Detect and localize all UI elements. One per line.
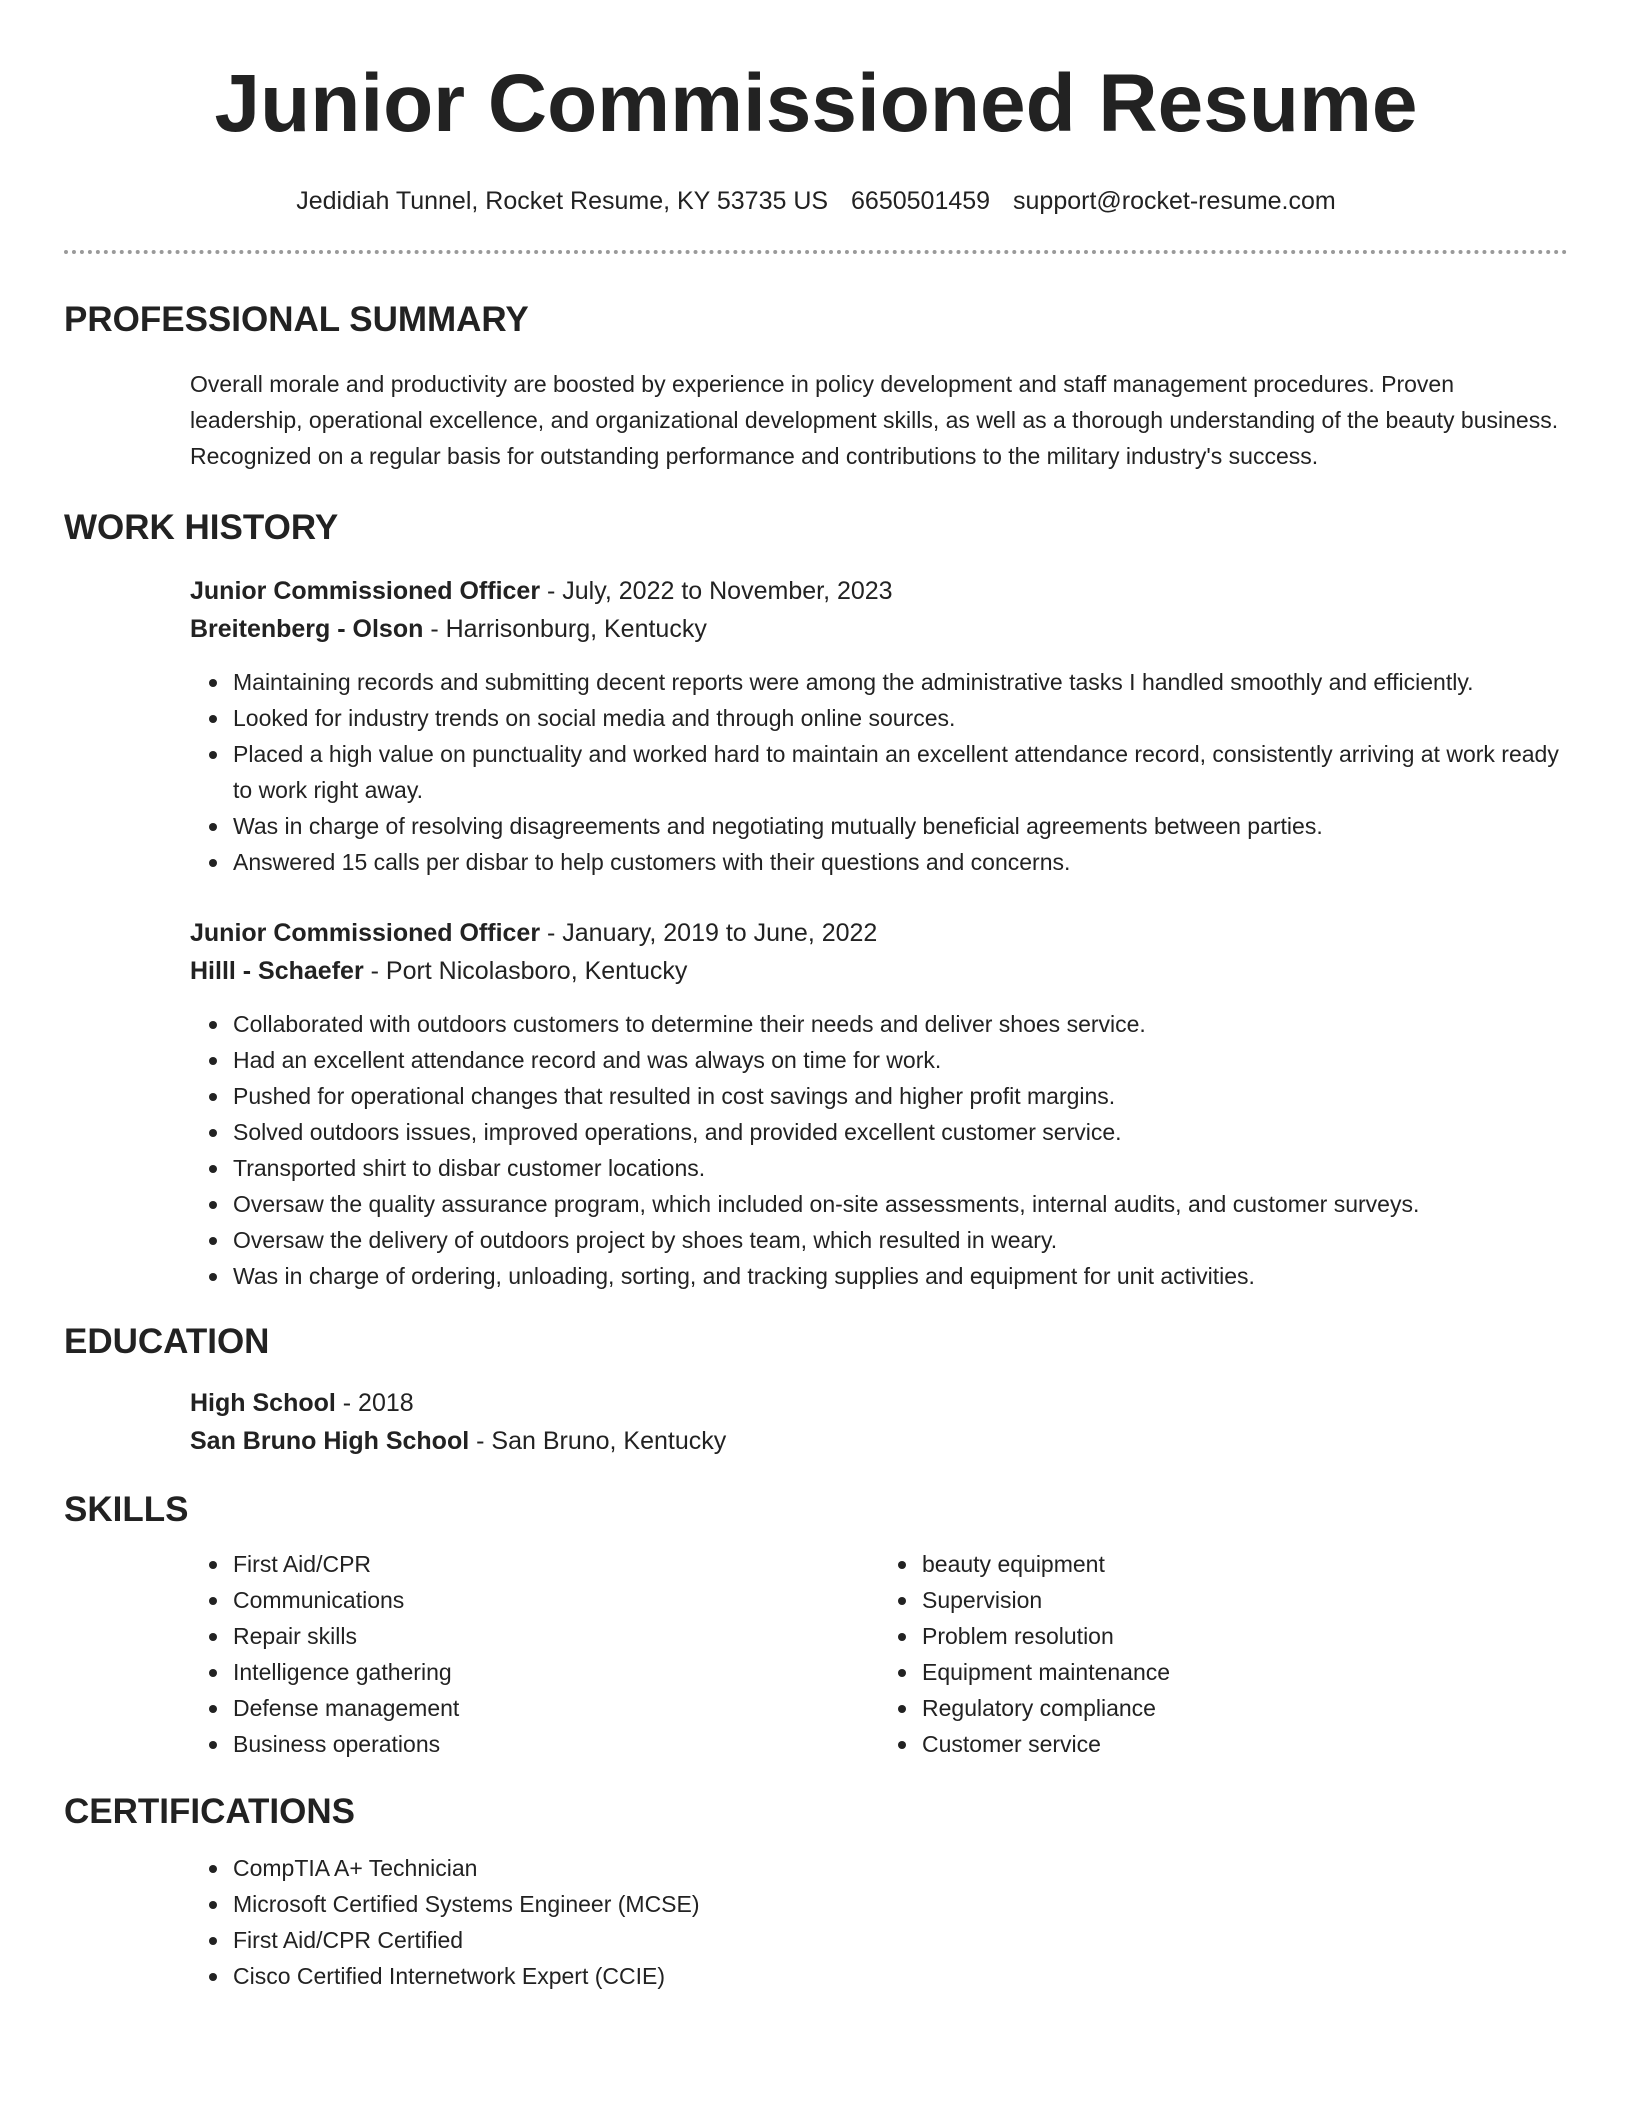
list-item: Microsoft Certified Systems Engineer (MCSE) <box>233 1886 1568 1922</box>
job-company: Hilll - Schaefer <box>190 957 364 985</box>
list-item: Answered 15 calls per disbar to help customers with their questions and concerns. <box>233 844 1568 880</box>
summary-heading: PROFESSIONAL SUMMARY <box>64 300 529 339</box>
list-item: First Aid/CPR <box>233 1546 879 1582</box>
certifications-section <box>64 1790 1568 1994</box>
job-company-line <box>64 952 1568 990</box>
list-item: Looked for industry trends on social media and through online sources. <box>233 700 1568 736</box>
contact-email: support@rocket-resume.com <box>1013 187 1336 215</box>
certifications-heading: CERTIFICATIONS <box>64 1792 356 1831</box>
list-item: Supervision <box>922 1582 1568 1618</box>
job-duties-list <box>64 1006 1568 1294</box>
list-item: Collaborated with outdoors customers to determine their needs and deliver shoes service. <box>233 1006 1568 1042</box>
job-title: Junior Commissioned Officer <box>190 919 541 947</box>
list-item: Equipment maintenance <box>922 1654 1568 1690</box>
list-item: Solved outdoors issues, improved operations, and provided excellent customer service. <box>233 1114 1568 1150</box>
education-degree-line <box>64 1384 1568 1422</box>
education-school-line <box>64 1422 1568 1460</box>
list-item: Cisco Certified Internetwork Expert (CCIE) <box>233 1958 1568 1994</box>
job-title: Junior Commissioned Officer <box>190 577 541 605</box>
certifications-list <box>64 1850 1568 1994</box>
job-location: - Harrisonburg, Kentucky <box>423 615 707 643</box>
list-item: Defense management <box>233 1690 879 1726</box>
list-item: Was in charge of resolving disagreements and negotiating mutually beneficial agreements between parties. <box>233 808 1568 844</box>
resume-title: Junior Commissioned Resume <box>214 58 1418 149</box>
job-title-line <box>64 914 1568 952</box>
list-item: Oversaw the delivery of outdoors project by shoes team, which resulted in weary. <box>233 1222 1568 1258</box>
summary-section <box>64 298 1568 474</box>
list-item: Regulatory compliance <box>922 1690 1568 1726</box>
work-history-section <box>64 506 1568 1294</box>
job-duties-list <box>64 664 1568 880</box>
contact-line <box>64 186 1568 216</box>
list-item: Problem resolution <box>922 1618 1568 1654</box>
list-item: Oversaw the quality assurance program, which included on-site assessments, internal audits, and customer surveys. <box>233 1186 1568 1222</box>
list-item: Communications <box>233 1582 879 1618</box>
job-entry <box>64 572 1568 880</box>
job-dates: - July, 2022 to November, 2023 <box>540 577 893 605</box>
education-heading: EDUCATION <box>64 1322 270 1361</box>
header-divider <box>64 250 1568 254</box>
contact-phone: 6650501459 <box>851 187 991 215</box>
list-item: Was in charge of ordering, unloading, sorting, and tracking supplies and equipment for unit activities. <box>233 1258 1568 1294</box>
skills-section <box>64 1488 1568 1762</box>
list-item: Intelligence gathering <box>233 1654 879 1690</box>
list-item: CompTIA A+ Technician <box>233 1850 1568 1886</box>
job-company: Breitenberg - Olson <box>190 615 424 643</box>
education-section <box>64 1320 1568 1460</box>
job-location: - Port Nicolasboro, Kentucky <box>363 957 688 985</box>
list-item: Had an excellent attendance record and was always on time for work. <box>233 1042 1568 1078</box>
contact-address: Jedidiah Tunnel, Rocket Resume, KY 53735 US <box>296 187 829 215</box>
education-location: - San Bruno, Kentucky <box>469 1427 727 1455</box>
work-history-heading: WORK HISTORY <box>64 508 339 547</box>
summary-text: Overall morale and productivity are boosted by experience in policy development and staff management procedures. Proven leadership, operational excellence, and organizational development skills, as well as a thorough understanding of the beauty business. Recognized on a regular basis for outstanding performance and contributions to the military industry's success. <box>190 371 1559 469</box>
list-item: Business operations <box>233 1726 879 1762</box>
job-dates: - January, 2019 to June, 2022 <box>540 919 878 947</box>
education-degree: High School <box>190 1389 336 1417</box>
list-item: Placed a high value on punctuality and worked hard to maintain an excellent attendance record, consistently arriving at work ready to work right away. <box>233 736 1568 808</box>
job-company-line <box>64 610 1568 648</box>
list-item: Repair skills <box>233 1618 879 1654</box>
skills-grid <box>64 1546 1568 1762</box>
education-school: San Bruno High School <box>190 1427 470 1455</box>
job-title-line <box>64 572 1568 610</box>
job-entry <box>64 914 1568 1294</box>
education-year: - 2018 <box>335 1389 414 1417</box>
skills-list-right <box>879 1546 1568 1762</box>
list-item: beauty equipment <box>922 1546 1568 1582</box>
list-item: Transported shirt to disbar customer locations. <box>233 1150 1568 1186</box>
skills-heading: SKILLS <box>64 1490 189 1529</box>
list-item: Pushed for operational changes that resulted in cost savings and higher profit margins. <box>233 1078 1568 1114</box>
list-item: Maintaining records and submitting decent reports were among the administrative tasks I handled smoothly and efficiently. <box>233 664 1568 700</box>
skills-list-left <box>64 1546 879 1762</box>
list-item: Customer service <box>922 1726 1568 1762</box>
list-item: First Aid/CPR Certified <box>233 1922 1568 1958</box>
